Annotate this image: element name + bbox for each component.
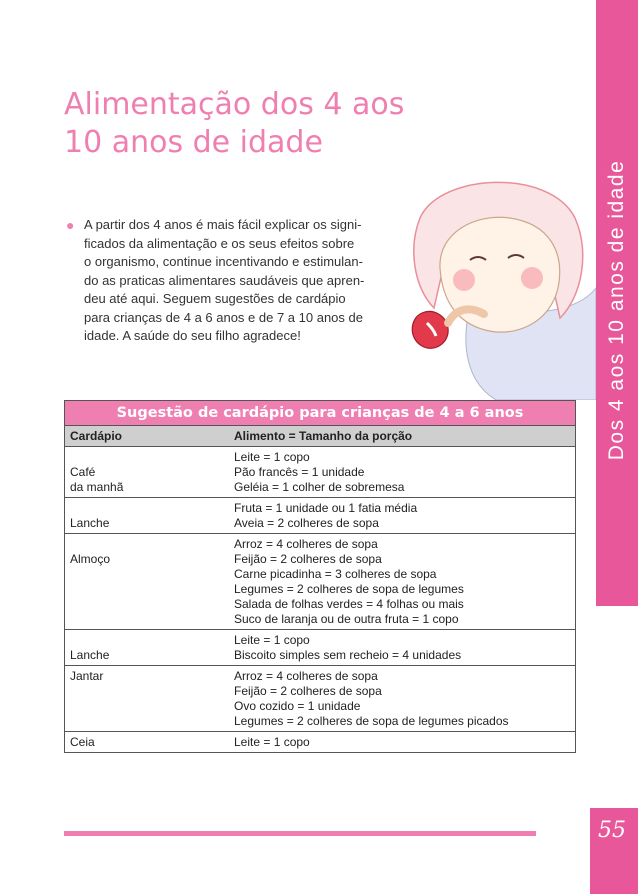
meal-label: Lanche xyxy=(70,516,110,530)
footer-rule xyxy=(64,831,536,836)
food-cell xyxy=(229,450,575,495)
meal-cell xyxy=(65,450,229,495)
food-item: Leite = 1 copo xyxy=(234,735,310,749)
meal-cell xyxy=(65,735,229,750)
food-item: Aveia = 2 colheres de sopa xyxy=(234,516,379,530)
table-body xyxy=(65,447,575,752)
food-item: Biscoito simples sem recheio = 4 unidades xyxy=(234,648,462,662)
intro-line: ficados da alimentação e os seus efeitos sobre xyxy=(84,235,355,251)
food-item: Feijão = 2 colheres de sopa xyxy=(234,552,382,566)
table-header xyxy=(65,425,575,447)
food-item: Leite = 1 copo xyxy=(234,633,310,647)
page-title-line-1: Alimentação dos 4 aos xyxy=(64,87,405,122)
meal-label: Café da manhã xyxy=(70,465,124,494)
bullet-icon: ● xyxy=(66,217,75,233)
food-item: Ovo cozido = 1 unidade xyxy=(234,699,361,713)
meal-cell xyxy=(65,633,229,663)
food-item: Arroz = 4 colheres de sopa xyxy=(234,669,378,683)
meal-label: Jantar xyxy=(70,669,104,683)
food-item: Salada de folhas verdes = 4 folhas ou mais xyxy=(234,597,464,611)
page-number: 55 xyxy=(598,818,626,843)
meal-cell xyxy=(65,501,229,531)
table-row xyxy=(65,447,575,498)
food-item: Fruta = 1 unidade ou 1 fatia média xyxy=(234,501,418,515)
food-cell xyxy=(229,735,575,750)
meal-cell xyxy=(65,537,229,627)
header-alimento: Alimento = Tamanho da porção xyxy=(234,429,413,443)
food-cell xyxy=(229,537,575,627)
table-row xyxy=(65,534,575,630)
intro-line: idade. A saúde do seu filho agradece! xyxy=(84,328,301,343)
table-row xyxy=(65,630,575,666)
intro-line: do as praticas alimentares saudáveis que apren- xyxy=(84,272,365,288)
intro-paragraph xyxy=(66,216,394,346)
table-row xyxy=(65,498,575,534)
intro-line: para crianças de 4 a 6 anos e de 7 a 10 anos de xyxy=(84,309,363,325)
intro-lines xyxy=(84,216,394,346)
table-row xyxy=(65,666,575,732)
meal-label: Ceia xyxy=(70,735,95,749)
meal-label: Lanche xyxy=(70,648,110,662)
menu-table xyxy=(64,400,576,753)
food-cell xyxy=(229,501,575,531)
food-item: Carne picadinha = 3 colheres de sopa xyxy=(234,567,437,581)
page-title-line-2: 10 anos de idade xyxy=(64,125,323,160)
side-tab-label: Dos 4 aos 10 anos de idade xyxy=(605,159,628,461)
food-cell xyxy=(229,633,575,663)
food-item: Legumes = 2 colheres de sopa de legumes picados xyxy=(234,714,509,728)
meal-cell xyxy=(65,669,229,729)
child-eating-apple-illustration xyxy=(400,178,596,400)
food-item: Geléia = 1 colher de sobremesa xyxy=(234,480,405,494)
page-title xyxy=(64,86,544,162)
food-item: Pão francês = 1 unidade xyxy=(234,465,365,479)
meal-label: Almoço xyxy=(70,552,111,566)
food-item: Arroz = 4 colheres de sopa xyxy=(234,537,378,551)
food-item: Suco de laranja ou de outra fruta = 1 copo xyxy=(234,612,459,626)
table-row xyxy=(65,732,575,752)
intro-line: A partir dos 4 anos é mais fácil explicar os signi- xyxy=(84,217,362,232)
food-item: Leite = 1 copo xyxy=(234,450,310,464)
header-cardapio: Cardápio xyxy=(70,429,123,443)
intro-line: deu até aqui. Seguem sugestões de cardápio xyxy=(84,291,346,306)
food-item: Legumes = 2 colheres de sopa de legumes xyxy=(234,582,464,596)
intro-line: o organismo, continue incentivando e estimulan- xyxy=(84,254,363,269)
food-cell xyxy=(229,669,575,729)
food-item: Feijão = 2 colheres de sopa xyxy=(234,684,382,698)
table-caption: Sugestão de cardápio para crianças de 4 a 6 anos xyxy=(65,401,575,425)
